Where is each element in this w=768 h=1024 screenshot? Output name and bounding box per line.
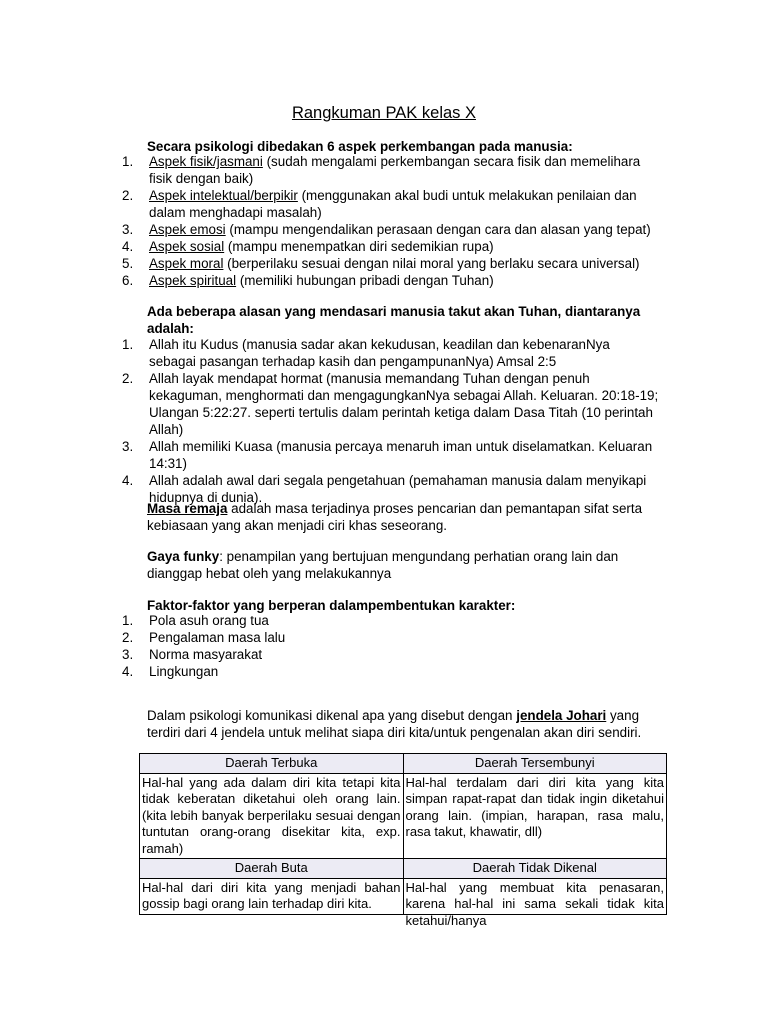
section3-heading: Faktor-faktor yang berperan dalampembentukan karakter: <box>147 598 516 613</box>
list-item: 2. Allah layak mendapat hormat (manusia memandang Tuhan dengan penuh kekaguman, menghormati dan mengagungkanNya sebagai Allah. Keluaran. 20:18-19; Ulangan 5:22:27. seperti tertulis dalam perintah ketiga dalam Dasa Titah (10 perintah Allah) <box>122 371 659 437</box>
hidden-area-header: Daerah Tersembunyi <box>403 754 667 774</box>
factors-list <box>0 612 660 680</box>
list-item: 1. Pola asuh orang tua <box>122 613 269 628</box>
list-item: 4. Lingkungan <box>122 664 219 679</box>
list-item: 4. Allah adalah awal dari segala pengetahuan (pemahaman manusia dalam menyikapi hidupnya di dunia). <box>122 473 647 505</box>
list-item: 1. Aspek fisik/jasmani (sudah mengalami perkembangan secara fisik dan memelihara fisik dengan baik) <box>122 154 641 186</box>
section1-heading: Secara psikologi dibedakan 6 aspek perkembangan pada manusia: <box>147 139 573 154</box>
list-item: 3. Allah memiliki Kuasa (manusia percaya menaruh iman untuk diselamatkan. Keluaran 14:31) <box>122 439 653 471</box>
section2-heading: Ada beberapa alasan yang mendasari manusia takut akan Tuhan, diantaranya adalah: <box>147 304 641 336</box>
list-item: 3. Norma masyarakat <box>122 647 263 662</box>
list-item: 3. Aspek emosi (mampu mengendalikan perasaan dengan cara dan alasan yang tepat) <box>122 222 651 237</box>
list-item: 5. Aspek moral (berperilaku sesuai dengan nilai moral yang berlaku secara universal) <box>122 256 640 271</box>
aspects-list <box>0 153 660 289</box>
unknown-area-description: Hal-hal yang membuat kita penasaran, karena hal-hal ini sama sekali tidak kita ketahui/hanya <box>405 879 664 928</box>
reasons-list <box>0 336 660 506</box>
list-item: 4. Aspek sosial (mampu menempatkan diri sedemikian rupa) <box>122 239 494 254</box>
page-title: Rangkuman PAK kelas X <box>291 104 477 122</box>
johari-window-table <box>139 753 667 928</box>
gaya-funky-paragraph: Gaya funky: penampilan yang bertujuan mengundang perhatian orang lain dan dianggap hebat oleh yang melakukannya <box>147 549 619 581</box>
open-area-description: Hal-hal yang ada dalam diri kita tetapi kita tidak keberatan diketahui oleh orang lain. (kita lebih banyak berperilaku sesuai dengan tuntutan orang-orang disekitar kita, exp. ramah) <box>140 773 404 859</box>
hidden-area-description: Hal-hal terdalam dari diri kita yang kita simpan rapat-rapat dan tidak ingin diketahui orang lain. (impian, harapan, rasa malu, rasa takut, khawatir, dll) <box>403 773 667 859</box>
blind-area-description: Hal-hal dari diri kita yang menjadi bahan gossip bagi orang lain terhadap diri kita. <box>142 879 401 911</box>
unknown-area-header: Daerah Tidak Dikenal <box>403 859 667 879</box>
list-item: 2. Aspek intelektual/berpikir (menggunakan akal budi untuk melakukan penilaian dan dalam menghadapi masalah) <box>122 188 637 220</box>
johari-intro-paragraph: Dalam psikologi komunikasi dikenal apa yang disebut dengan jendela Johari yang terdiri dari 4 jendela untuk melihat siapa diri kita/untuk pengenalan akan diri sendiri. <box>147 708 642 740</box>
list-item: 1. Allah itu Kudus (manusia sadar akan kekudusan, keadilan dan kebenaranNya sebagai pasangan terhadap kasih dan pengampunanNya) Amsal 2:5 <box>122 337 610 369</box>
list-item: 2. Pengalaman masa lalu <box>122 630 286 645</box>
open-area-header: Daerah Terbuka <box>140 754 404 774</box>
list-item: 6. Aspek spiritual (memiliki hubungan pribadi dengan Tuhan) <box>122 273 494 288</box>
masa-remaja-paragraph: Masa remaja adalah masa terjadinya proses pencarian dan pemantapan sifat serta kebiasaan yang akan menjadi ciri khas seseorang. <box>147 501 643 533</box>
blind-area-header: Daerah Buta <box>140 859 404 879</box>
